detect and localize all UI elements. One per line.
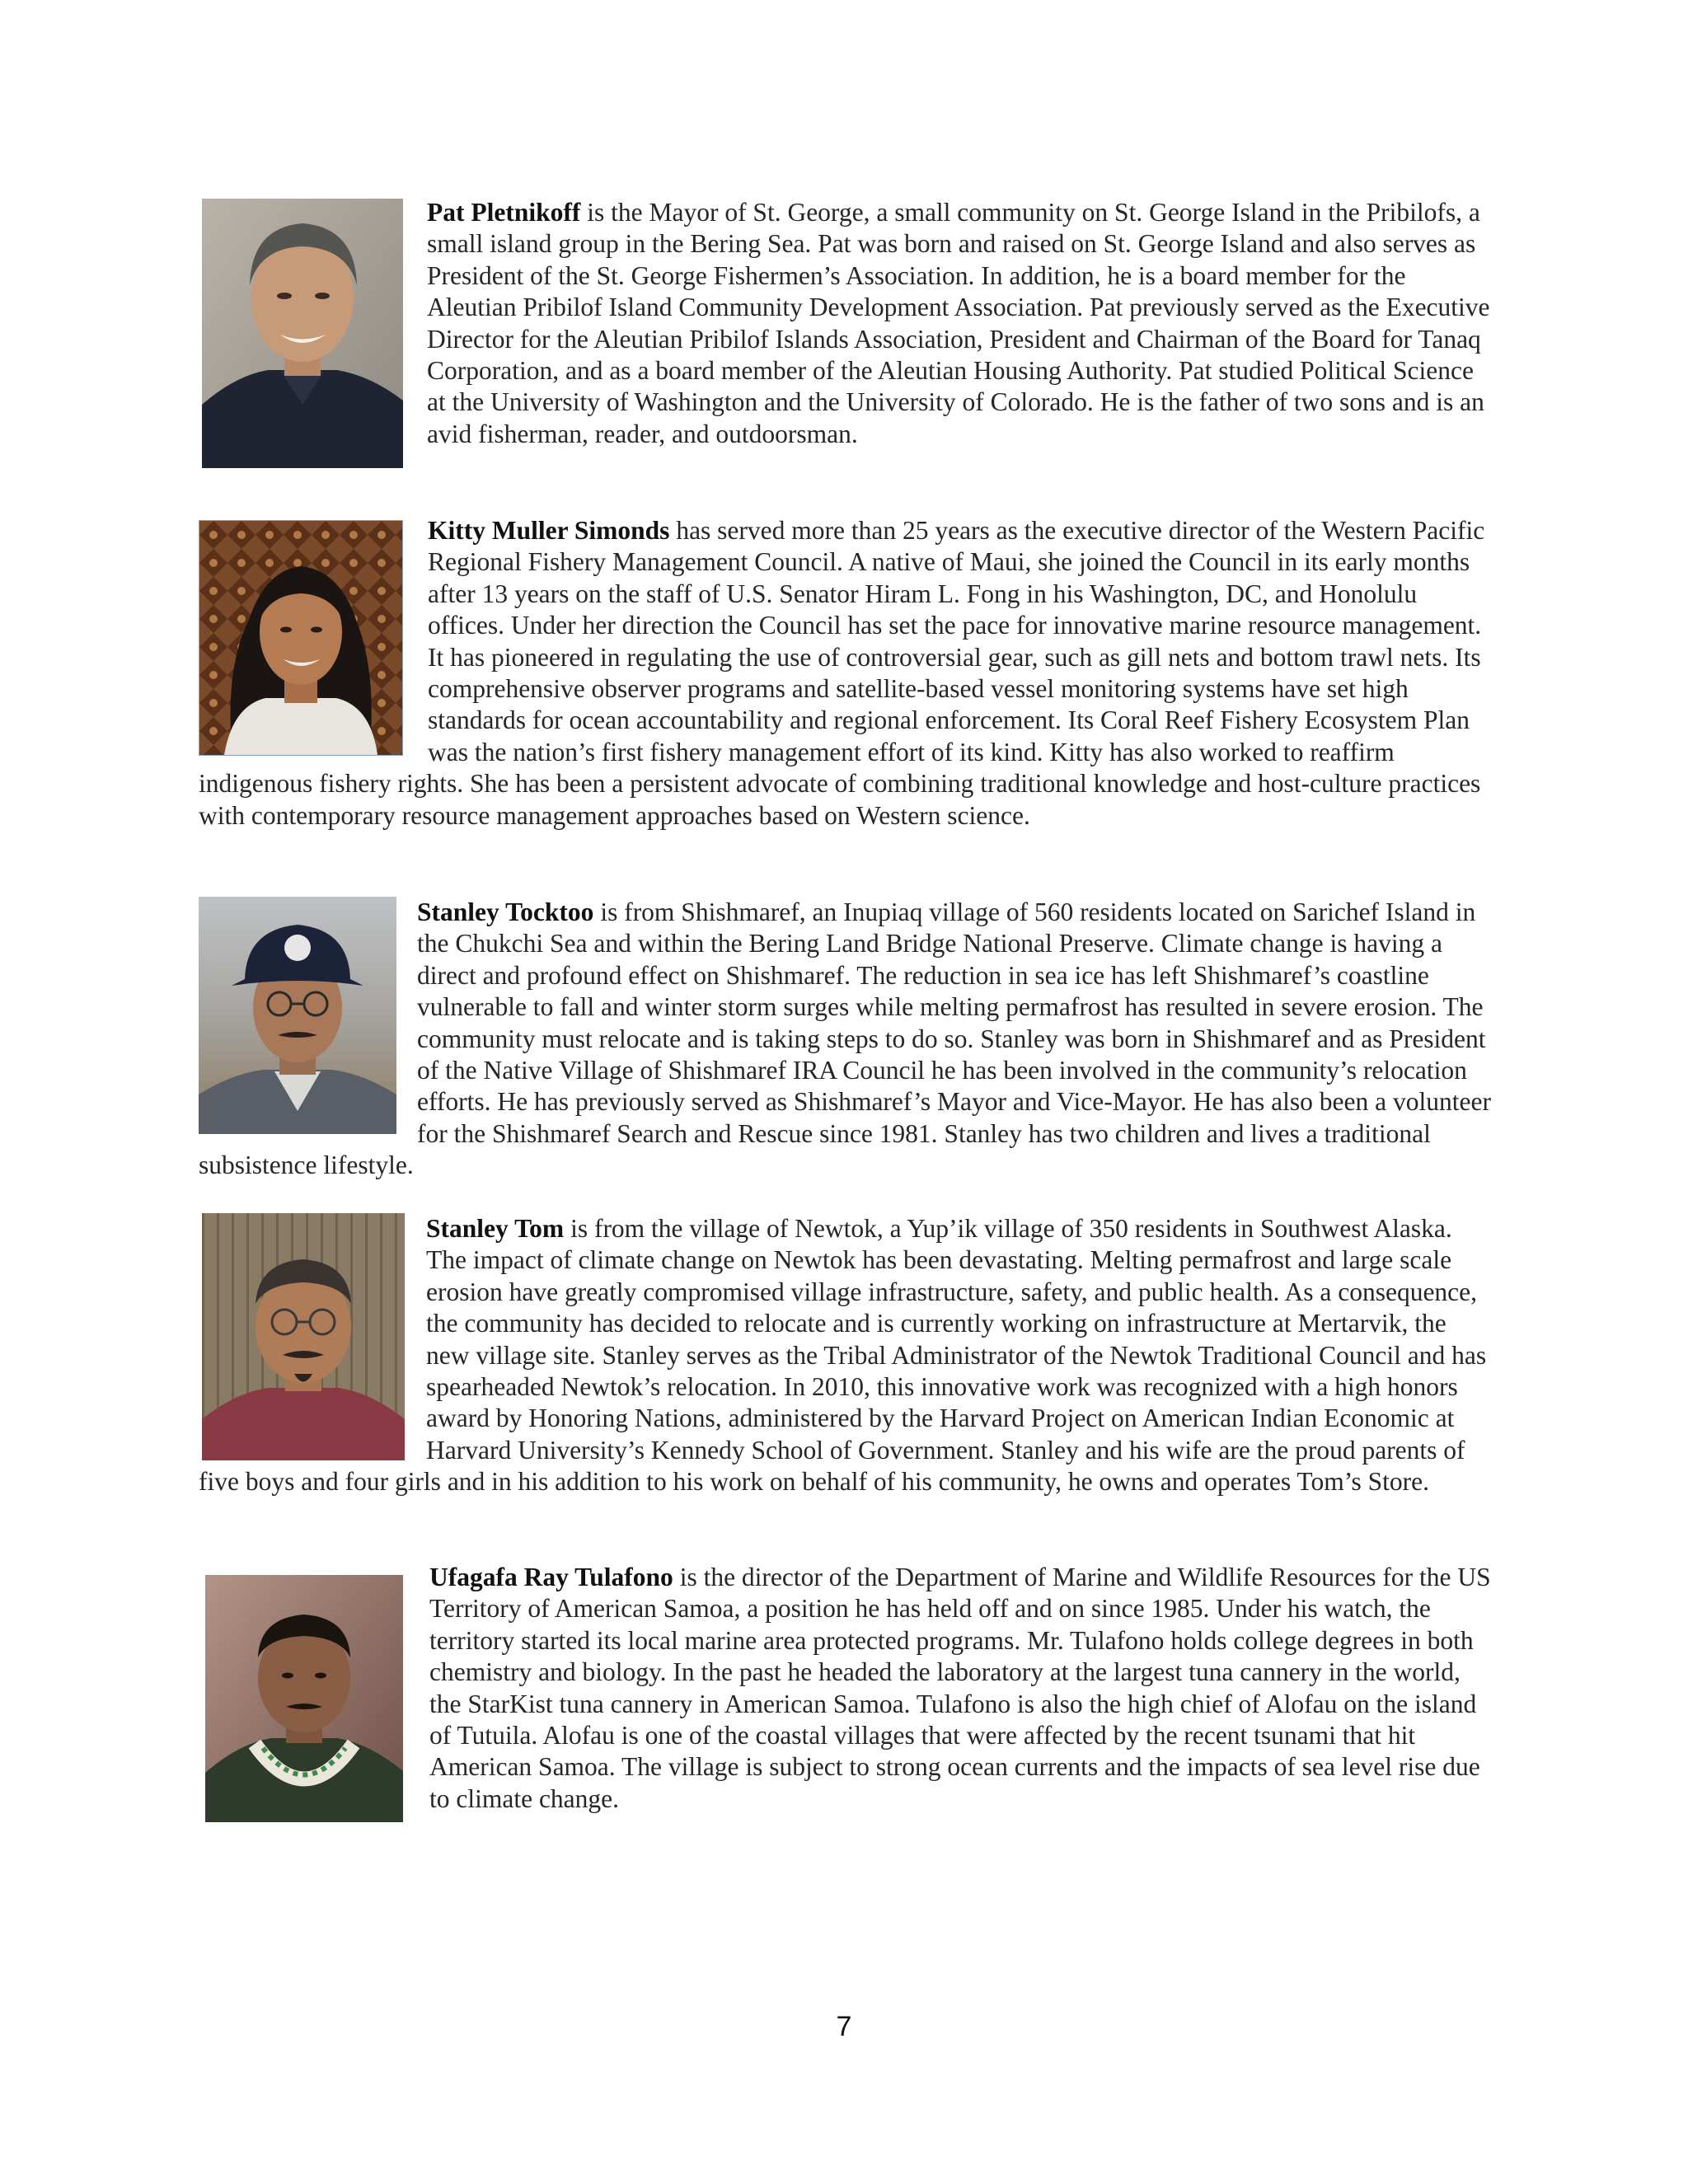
bio-pat-pletnikoff: [199, 197, 1494, 473]
bio-text: is the director of the Department of Marine and Wildlife Resources for the US Territory of American Samoa, a position he has held off and on since 1985. Under his watch, the territory started its local marine area protected programs. Mr. Tulafono holds college degrees in both chemistry and biology. In the past he headed the laboratory at the largest tuna cannery in the world, the StarKist tuna cannery in American Samoa. Tulafono is also the high chief of Alofau on the island of Tutuila. Alofau is one of the coastal villages that were affected by the recent tsunami that hit American Samoa. The village is subject to strong ocean currents and the impacts of sea level rise due to climate change.: [429, 1563, 1491, 1813]
portrait-photo-pat-pletnikoff: [202, 199, 403, 468]
portrait-photo-stanley-tom: [202, 1213, 405, 1460]
portrait-photo-stanley-tocktoo: [199, 897, 396, 1134]
bio-name: Kitty Muller Simonds: [428, 516, 670, 545]
portrait-photo-ufagafa-ray-tulafono: [205, 1575, 403, 1822]
bio-text: is from the village of Newtok, a Yup’ik village of 350 residents in Southwest Alaska. The impact of climate change on Newtok has been devastating. Melting permafrost and large scale erosion have greatly compromised village infrastructure, safety, and public health. As a consequence, the community has decided to relocate and is currently working on infrastructure at Mertarvik, the new village site. Stanley serves as the Tribal Administrator of the Newtok Traditional Council and has spearheaded Newtok’s relocation. In 2010, this innovative work was recognized with a high honors award by Honoring Nations, administered by the Harvard Project on American Indian Economic at Harvard University’s Kennedy School of Government. Stanley and his wife are the proud parents of five boys and four girls and in his addition to his work on behalf of his community, he owns and operates Tom’s Store.: [199, 1214, 1487, 1497]
bio-stanley-tom: [199, 1213, 1494, 1498]
bio-text: is from Shishmaref, an Inupiaq village of 560 residents located on Sarichef Island in the Chukchi Sea and within the Bering Land Bridge National Preserve. Climate change is having a direct and profound effect on Shishmaref. The reduction in sea ice has left Shishmaref’s coastline vulnerable to fall and winter storm surges while melting permafrost has resulted in severe erosion. The community must relocate and is taking steps to do so. Stanley was born in Shishmaref and as President of the Native Village of Shishmaref IRA Council he has been involved in the community’s relocation efforts. He has previously served as Shishmaref’s Mayor and Vice-Mayor. He has also been a volunteer for the Shishmaref Search and Rescue since 1981. Stanley has two children and lives a traditional subsistence lifestyle.: [199, 898, 1491, 1180]
bio-text: is the Mayor of St. George, a small community on St. George Island in the Pribilofs, a small island group in the Bering Sea. Pat was born and raised on St. George Island and also serves as President of the St. George Fishermen’s Association. In addition, he is a board member for the Aleutian Pribilof Island Community Development Association. Pat previously served as the Executive Director for the Aleutian Pribilof Islands Association, President and Chairman of the Board for Tanaq Corporation, and as a board member of the Aleutian Housing Authority. Pat studied Political Science at the University of Washington and the University of Colorado. He is the father of two sons and is an avid fisherman, reader, and outdoorsman.: [427, 198, 1490, 448]
bio-name: Stanley Tom: [426, 1214, 565, 1243]
bio-text: has served more than 25 years as the executive director of the Western Pacific Regional Fishery Management Council. A native of Maui, she joined the Council in its early months after 13 years on the staff of U.S. Senator Hiram L. Fong in his Washington, DC, and Honolulu offices. Under her direction the Council has set the pace for innovative marine resource management. It has pioneered in regulating the use of controversial gear, such as gill nets and bottom trawl nets. Its comprehensive observer programs and satellite-based vessel monitoring systems have set high standards for ocean accountability and regional enforcement. Its Coral Reef Fishery Ecosystem Plan was the nation’s first fishery management effort of its kind. Kitty has also worked to reaffirm indigenous fishery rights. She has been a persistent advocate of combining traditional knowledge and host-culture practices with contemporary resource management approaches based on Western science.: [199, 516, 1485, 830]
bio-name: Stanley Tocktoo: [417, 898, 594, 926]
bio-name: Pat Pletnikoff: [427, 198, 581, 227]
bio-ufagafa-ray-tulafono: [199, 1562, 1494, 1827]
portrait-photo-kitty-muller-simonds: [199, 520, 403, 756]
bio-stanley-tocktoo: [199, 897, 1494, 1182]
bio-kitty-muller-simonds: [199, 515, 1494, 832]
bio-name: Ufagafa Ray Tulafono: [429, 1563, 673, 1591]
page-number: 7: [836, 2011, 852, 2042]
